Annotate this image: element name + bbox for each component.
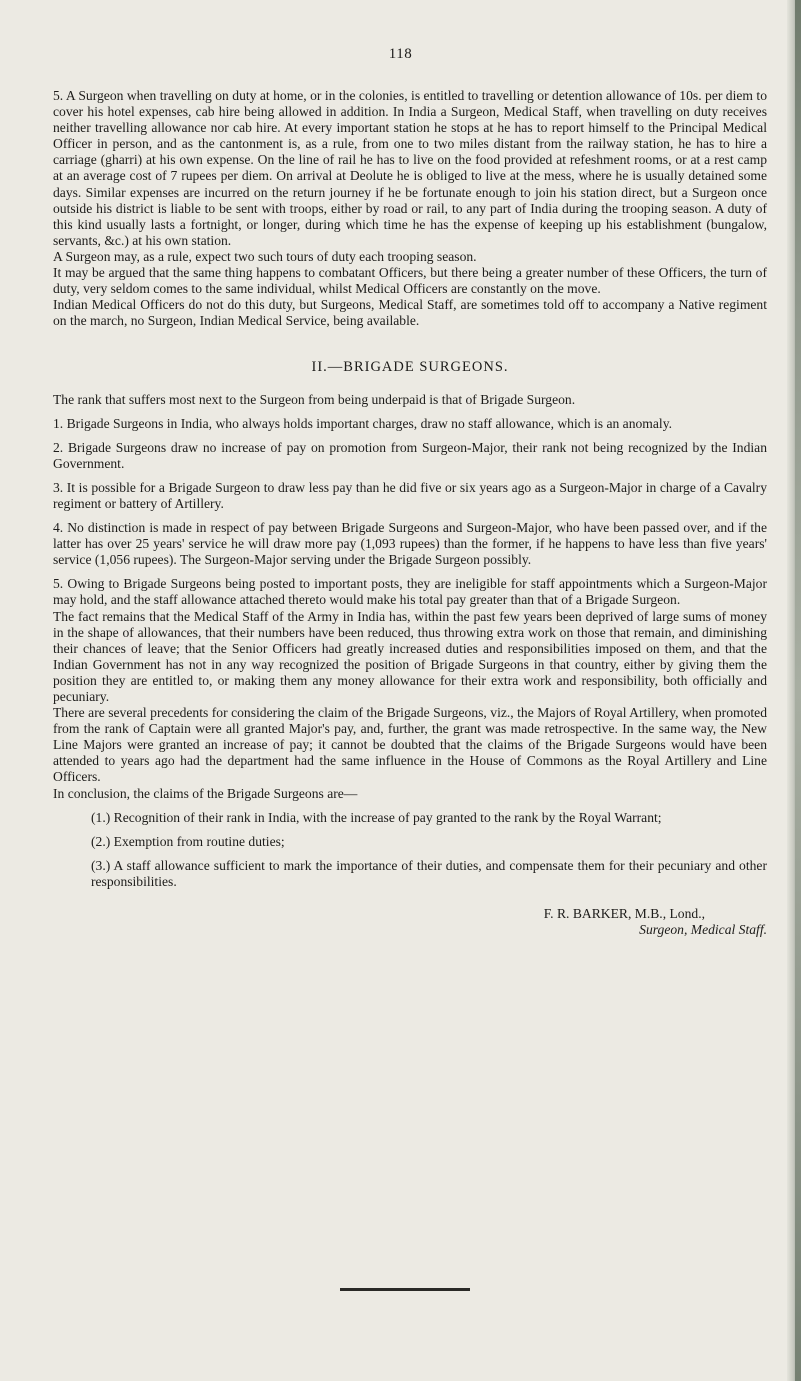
page-edge-shadow [787, 0, 801, 1381]
paragraph-conclusion: In conclusion, the claims of the Brigade Surgeons are— [53, 785, 358, 801]
numbered-item-1: 1. Brigade Surgeons in India, who always holds important charges, draw no staff allowance, which is an anomaly. [53, 415, 673, 431]
numbered-item-2: 2. Brigade Surgeons draw no increase of pay on promotion from Surgeon-Major, their rank not being recognized by the Indian Government. [53, 439, 767, 471]
closing-rule [340, 1288, 470, 1291]
paragraph-brigade-intro: The rank that suffers most next to the Surgeon from being underpaid is that of Brigade Surgeon. [53, 391, 576, 407]
claim-item-1: (1.) Recognition of their rank in India, with the increase of pay granted to the rank by the Royal Warrant; [91, 809, 662, 825]
paragraph-indian-medical-officers: Indian Medical Officers do not do this duty, but Surgeons, Medical Staff, are sometimes told off to accompany a Native regiment on the march, no Surgeon, Indian Medical Service, being available. [53, 297, 767, 329]
document-body [53, 88, 767, 938]
page-number: 118 [388, 46, 413, 62]
numbered-item-5: 5. Owing to Brigade Surgeons being posted to important posts, they are ineligible for staff appointments which a Surgeon-Major may hold, and the staff allowance attached thereto would make his total pay greater than that of a Brigade Surgeon. [53, 576, 767, 608]
signature-title: Surgeon, Medical Staff. [639, 922, 767, 938]
paragraph-medical-staff-deprived: The fact remains that the Medical Staff of the Army in India has, within the past few years been deprived of large sums of money in the shape of allowances, that their numbers have been reduced, thus throwing extra work on those that remain, and diminishing their chances of leave; that the Senior Officers had greatly increased duties and responsibilities imposed on them, and that the Indian Government has not in any way recognized the position of Brigade Surgeons in that country, either by giving them the position they are entitled to, or making them any money allowance for their extra work and responsibility, both officially and pecuniary. [53, 608, 767, 704]
numbered-item-3: 3. It is possible for a Brigade Surgeon to draw less pay than he did five or six years ago as a Surgeon-Major in charge of a Cavalry regiment or battery of Artillery. [53, 479, 767, 511]
section-heading-brigade-surgeons: II.—BRIGADE SURGEONS. [311, 359, 509, 376]
claim-item-3: (3.) A staff allowance sufficient to mark the importance of their duties, and compensate them for their pecuniary and other responsibilities. [91, 857, 767, 889]
claim-item-2: (2.) Exemption from routine duties; [91, 833, 285, 849]
paragraph-precedents: There are several precedents for considering the claim of the Brigade Surgeons, viz., the Majors of Royal Artillery, when promoted from the rank of Captain were all granted Major's pay, and, further, the grant was made retrospective. In the same way, the New Line Majors were granted an increase of pay; it cannot be doubted that the claims of the Brigade Surgeons would have been attended to years ago had the department had the same influence in the House of Commons as the Royal Artillery and Line Officers. [53, 705, 767, 785]
numbered-item-4: 4. No distinction is made in respect of pay between Brigade Surgeons and Surgeon-Major, who have been passed over, and if the latter has over 25 years' service he will draw more pay (1,093 rupees) than the former, if he happens to have less than five years' service (1,056 rupees). The Surgeon-Major serving under the Brigade Surgeon possibly. [53, 520, 767, 568]
signature-name: F. R. BARKER, M.B., Lond., [543, 906, 705, 922]
paragraph-tours-of-duty: A Surgeon may, as a rule, expect two such tours of duty each trooping season. [53, 248, 477, 264]
paragraph-combatant-officers: It may be argued that the same thing happens to combatant Officers, but there being a greater number of these Officers, the turn of duty, very seldom comes to the same individual, whilst Medical Officers are constantly on the move. [53, 265, 767, 297]
paragraph-travelling-allowance: 5. A Surgeon when travelling on duty at home, or in the colonies, is entitled to travelling or detention allowance of 10s. per diem to cover his hotel expenses, cab hire being allowed in addition. In India a Surgeon, Medical Staff, when travelling on duty receives neither travelling allowance nor cab hire. At every important station he stops at he has to report himself to the Principal Medical Officer in person, and as the cantonment is, as a rule, from one to two miles distant from the railway station, he has to hire a carriage (gharri) at his own expense. On the line of rail he has to live on the food provided at refeshment rooms, or at a rest camp at an average cost of 7 rupees per diem. On arrival at Deolute he is obliged to live at the mess, where he is usually detained some days. Similar expenses are incurred on the return journey if he be fortunate enough to join his station direct, but a Surgeon once outside his district is liable to be sent with troops, either by road or rail, to any part of India during the trooping season. A duty of this kind usually lasts a fortnight, or longer, during which time he has the expense of keeping up his establishment (bungalow, servants, &c.) at his own station. [53, 88, 767, 248]
